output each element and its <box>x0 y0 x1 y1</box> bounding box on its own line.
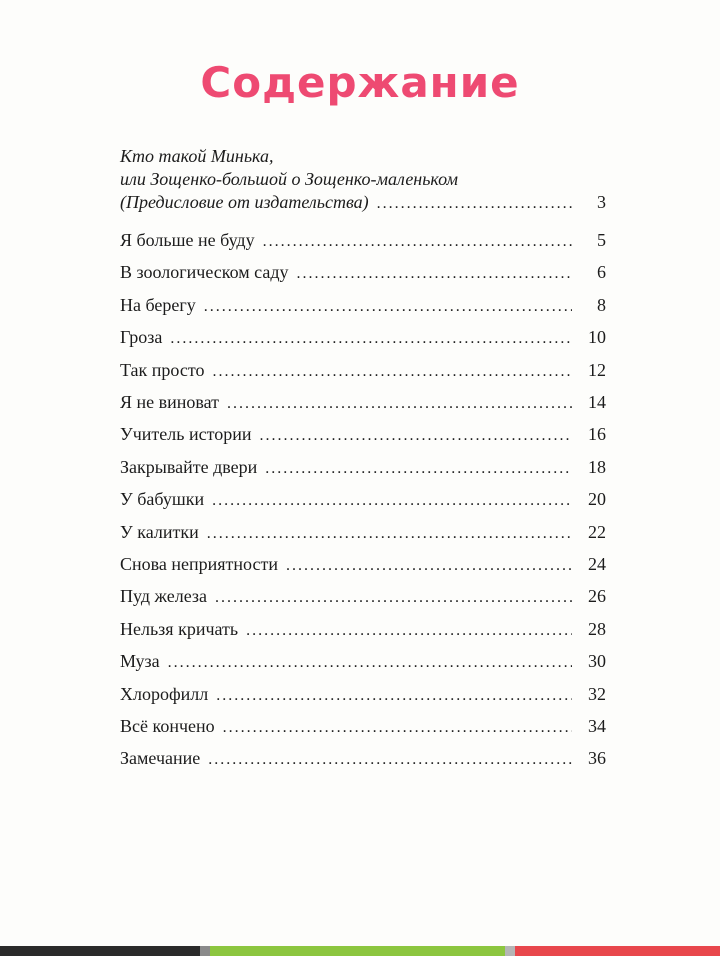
toc-entry-title: Так просто <box>120 359 205 380</box>
toc-entry-title: Пуд железа <box>120 586 208 607</box>
leader-dots <box>377 192 572 215</box>
toc-entry-page: 24 <box>588 554 606 574</box>
toc-entry-page: 28 <box>588 618 606 639</box>
color-strip-dark <box>0 946 200 956</box>
toc-entry[interactable] <box>120 230 606 254</box>
leader-dots <box>263 233 572 251</box>
toc-entry[interactable] <box>120 327 606 351</box>
toc-entry-page: 34 <box>588 716 606 736</box>
toc-entry-page: 14 <box>588 392 606 412</box>
toc-entry-title: Хлорофилл <box>120 683 209 704</box>
toc-entry[interactable] <box>120 586 606 610</box>
leader-dots <box>170 330 572 348</box>
bottom-color-strip <box>0 946 720 956</box>
color-strip-green <box>210 946 505 956</box>
toc-entry[interactable] <box>120 554 606 578</box>
toc-entry-title: У калитки <box>120 521 199 542</box>
leader-dots <box>212 363 572 381</box>
toc-entry-page: 22 <box>588 521 606 542</box>
toc-entry-page: 30 <box>588 651 606 672</box>
leader-dots <box>212 492 572 510</box>
leader-dots <box>204 298 572 316</box>
toc-entry-page: 32 <box>588 683 606 704</box>
leader-dots <box>215 589 572 607</box>
leader-dots <box>297 265 573 283</box>
toc-entry-title: Я больше не буду <box>120 230 255 250</box>
intro-line-2: или Зощенко-большой о Зощенко-маленьком <box>120 169 458 189</box>
leader-dots <box>207 525 572 543</box>
toc-entry-page: 6 <box>597 262 606 283</box>
toc-entry[interactable] <box>120 489 606 513</box>
toc-entry[interactable] <box>120 522 606 546</box>
toc-entry-title: Снова неприятности <box>120 554 278 574</box>
leader-dots <box>168 654 572 672</box>
toc-entry-title: Закрывайте двери <box>120 456 258 477</box>
toc-entry-page: 36 <box>588 748 606 769</box>
toc-entry-page: 18 <box>588 456 606 477</box>
toc-entry[interactable] <box>120 262 606 286</box>
intro-line-1: Кто такой Минька, <box>120 146 274 166</box>
toc-entry-page: 12 <box>588 359 606 380</box>
leader-dots <box>216 687 572 705</box>
toc-entry-title: На берегу <box>120 294 196 315</box>
toc-entry-title: В зоологическом саду <box>120 262 289 283</box>
toc-entry-page: 8 <box>597 294 606 315</box>
leader-dots <box>227 395 572 413</box>
color-strip-gray <box>200 946 210 956</box>
toc-entry-page: 20 <box>588 489 606 510</box>
toc-entry[interactable] <box>120 392 606 416</box>
toc-entry[interactable] <box>120 651 606 675</box>
intro-line-3: (Предисловие от издательства) <box>120 192 369 212</box>
toc-entry[interactable] <box>120 457 606 481</box>
toc-entry[interactable] <box>120 684 606 708</box>
toc-intro-entry[interactable] <box>120 145 606 215</box>
intro-page-number: 3 <box>597 192 606 212</box>
toc-entry[interactable] <box>120 360 606 384</box>
toc-entry-title: Замечание <box>120 748 201 769</box>
toc-entry-title: Муза <box>120 651 160 672</box>
toc-entry-title: Я не виноват <box>120 392 220 412</box>
leader-dots <box>265 460 572 478</box>
color-strip-red <box>515 946 720 956</box>
leader-dots <box>223 719 572 737</box>
color-strip-light <box>505 946 515 956</box>
toc-entry-title: Гроза <box>120 327 163 348</box>
leader-dots <box>208 751 572 769</box>
toc-entry[interactable] <box>120 424 606 448</box>
toc-entry-page: 16 <box>588 424 606 445</box>
leader-dots <box>246 622 572 640</box>
toc-entry[interactable] <box>120 716 606 740</box>
toc-entry[interactable] <box>120 619 606 643</box>
toc-entry-title: Учитель истории <box>120 424 252 445</box>
toc-entry-page: 26 <box>588 586 606 607</box>
toc-entry[interactable] <box>120 295 606 319</box>
leader-dots <box>260 427 573 445</box>
toc-entry-title: Нельзя кричать <box>120 618 239 639</box>
toc-entry-page: 10 <box>588 327 606 348</box>
page-title: Содержание <box>200 58 520 107</box>
toc-entry-page: 5 <box>597 230 606 250</box>
leader-dots <box>286 557 572 575</box>
toc-entry-title: У бабушки <box>120 489 205 510</box>
toc-entry-title: Всё кончено <box>120 716 215 736</box>
toc-entry[interactable] <box>120 748 606 772</box>
